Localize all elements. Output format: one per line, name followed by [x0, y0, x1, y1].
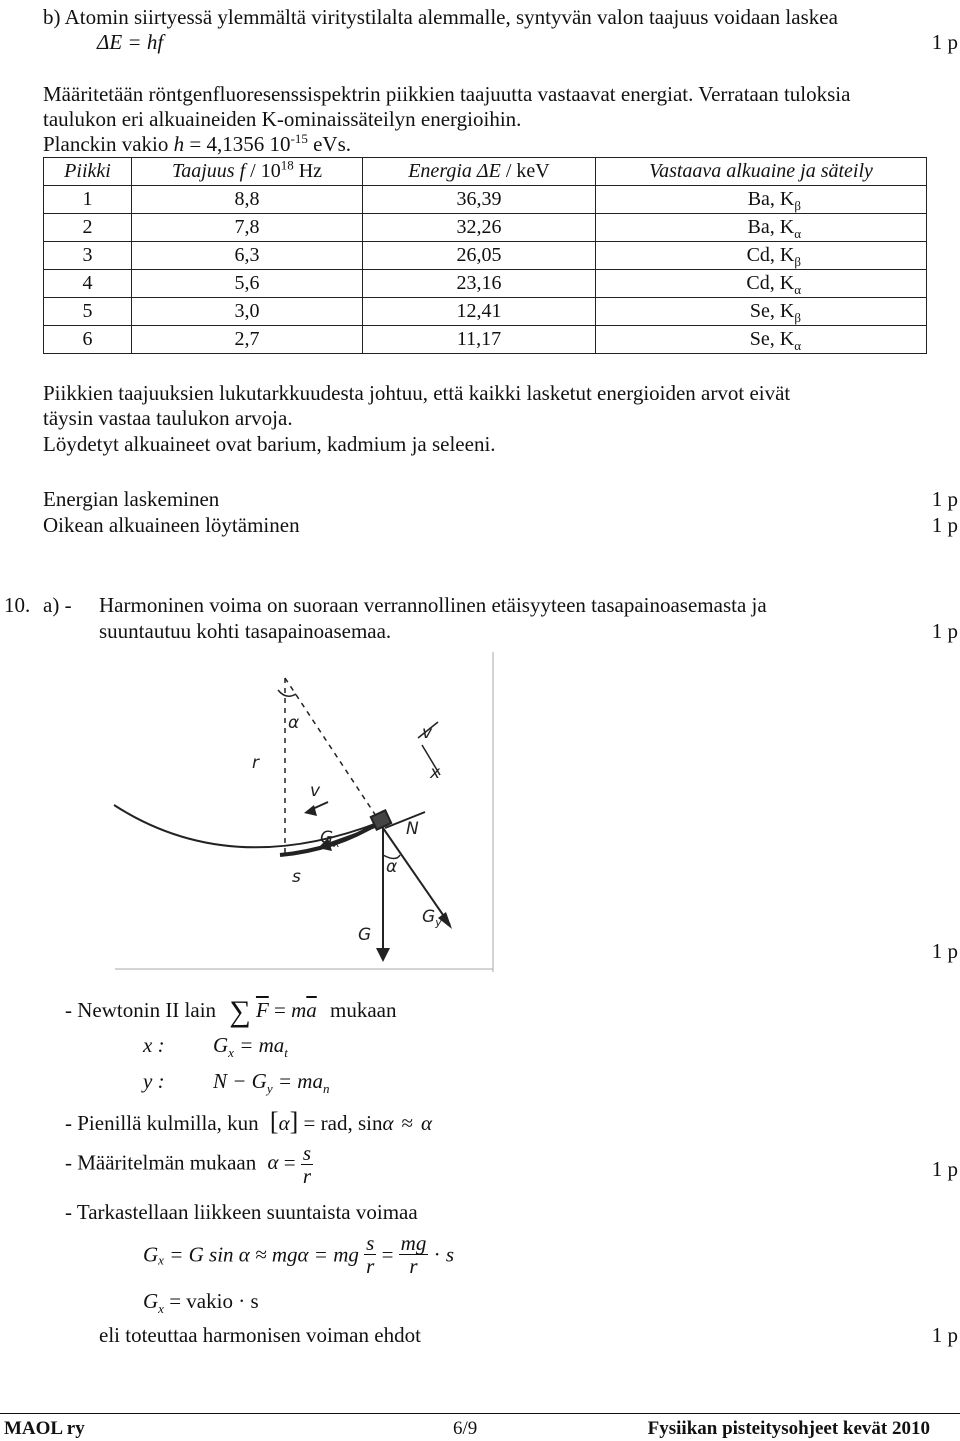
def-alpha: α — [267, 1150, 279, 1175]
cell-element — [596, 214, 927, 242]
footer-left: MAOL ry — [4, 1418, 85, 1439]
cell-frequency: 6,3 — [132, 242, 363, 270]
cell-energy: 12,41 — [363, 298, 596, 326]
eq-y-rhs-sub: n — [322, 1081, 330, 1097]
element-line: β — [794, 310, 801, 325]
header-frequency — [132, 158, 363, 186]
header-peak: Piikki — [44, 158, 132, 186]
table-row — [44, 214, 927, 242]
task-part-label: a) - — [43, 593, 72, 617]
gx-eq-s: s — [445, 1242, 455, 1267]
approx-sign: ≈ — [401, 1111, 414, 1135]
def-eq: = — [278, 1150, 301, 1175]
element-name: Se, K — [749, 328, 795, 350]
header-freq-unit: Hz — [293, 160, 323, 182]
cell-peak: 5 — [44, 298, 132, 326]
label-a-small: x — [430, 763, 441, 783]
label-r: r — [252, 753, 259, 773]
footer-right: Fysiikan pisteitysohjeet kevät 2010 — [647, 1418, 930, 1439]
cell-peak: 4 — [44, 270, 132, 298]
definition-text: - Määritelmän mukaan — [65, 1150, 257, 1175]
footer-rule — [0, 1413, 960, 1414]
task-number: 10. — [4, 593, 31, 617]
alpha-in-bracket: α — [278, 1111, 290, 1135]
force-f: $\overline{F}$ — [255, 998, 269, 1022]
element-name: Se, K — [749, 300, 795, 322]
scoring-item1: Energian laskeminen — [43, 487, 220, 511]
frac2-num: s — [366, 1231, 375, 1255]
eq-y-label: y : — [143, 1069, 165, 1093]
figure-points: 1 p — [931, 939, 958, 963]
cell-element — [596, 186, 927, 214]
frac2-den: r — [366, 1254, 375, 1279]
alpha-2: α — [421, 1111, 433, 1135]
energy-table — [43, 157, 927, 354]
gx-eq-dot: · — [433, 1242, 446, 1267]
element-name: Cd, K — [746, 272, 795, 294]
cell-peak: 2 — [44, 214, 132, 242]
cell-frequency: 8,8 — [132, 186, 363, 214]
eq-y-lhs: N − G — [213, 1069, 267, 1093]
planck-exp: -15 — [290, 131, 308, 146]
element-name: Ba, K — [747, 216, 795, 238]
label-gy-main: G — [422, 907, 436, 927]
label-s: s — [292, 867, 301, 887]
eq-x — [213, 1032, 288, 1061]
points-formula: 1 p — [931, 30, 958, 54]
planck-eq: = 4,1356 10 — [184, 132, 291, 156]
element-line: α — [794, 226, 801, 241]
frac3-num: mg — [400, 1231, 427, 1255]
eq-x-lhs-sub: x — [228, 1045, 234, 1061]
label-v-small: v — [422, 723, 433, 743]
footer-page: 6/9 — [453, 1418, 478, 1439]
label-gy-sub: y — [435, 916, 442, 929]
cell-peak: 3 — [44, 242, 132, 270]
sum-symbol: ∑ — [229, 995, 251, 1028]
element-name: Ba, K — [747, 188, 795, 210]
header-freq-main: Taajuus f — [171, 160, 246, 182]
label-alpha-top: α — [288, 713, 300, 733]
conclusion-line2: täysin vastaa taulukon arvoja. — [43, 406, 293, 430]
table-row — [44, 270, 927, 298]
gx-vakio-text: = vakio · s — [163, 1289, 259, 1313]
header-element: Vastaava alkuaine ja säteily — [596, 158, 927, 186]
bracket-right: ] — [289, 1107, 299, 1136]
formula-energy: ΔE = hf — [97, 30, 164, 54]
final-points: 1 p — [931, 1323, 958, 1347]
element-line: α — [794, 282, 801, 297]
task10-line2-points: 1 p — [931, 619, 958, 643]
frac-num-s: s — [302, 1141, 312, 1165]
gx-eq-g: G — [143, 1242, 159, 1267]
label-g: G — [358, 925, 372, 945]
table-row — [44, 326, 927, 354]
planck-prefix: Planckin vakio — [43, 132, 174, 156]
gx-equation — [143, 1232, 454, 1277]
gx-eq-mid: = G sin α ≈ mgα = mg — [163, 1242, 359, 1267]
table-header-row — [44, 158, 927, 186]
eq-y-lhs-sub: y — [266, 1081, 273, 1097]
cell-energy: 23,16 — [363, 270, 596, 298]
cell-energy: 36,39 — [363, 186, 596, 214]
definition-points: 1 p — [931, 1157, 958, 1181]
cell-peak: 6 — [44, 326, 132, 354]
cell-frequency: 7,8 — [132, 214, 363, 242]
eq-y-rhs: = ma — [272, 1069, 323, 1093]
table-row — [44, 298, 927, 326]
para1-line2: taulukon eri alkuaineiden K-ominaissäteilyn energioihin. — [43, 107, 522, 131]
definition-line — [65, 1142, 313, 1187]
examine-line: - Tarkastellaan liikkeen suuntaista voimaa — [65, 1200, 418, 1224]
frac-den-r: r — [302, 1164, 312, 1189]
gx-vakio-g: G — [143, 1289, 159, 1313]
eq-x-lhs: G — [213, 1033, 229, 1057]
element-line: α — [794, 338, 801, 353]
alpha-1: α — [382, 1111, 394, 1135]
cell-frequency: 5,6 — [132, 270, 363, 298]
cell-element — [596, 242, 927, 270]
cell-frequency: 2,7 — [132, 326, 363, 354]
header-freq-exp: 18 — [280, 157, 294, 173]
small-angle-text: - Pienillä kulmilla, kun — [65, 1111, 259, 1135]
scoring-item2-points: 1 p — [931, 513, 958, 537]
fraction-s-r-2 — [364, 1232, 376, 1277]
scoring-item2: Oikean alkuaineen löytäminen — [43, 513, 300, 537]
eq-x-rhs: = ma — [233, 1033, 285, 1057]
part-b-line1: b) Atomin siirtyessä ylemmältä viritystilalta alemmalle, syntyvän valon taajuus voidaan laskea — [43, 5, 838, 29]
newton-suffix: mukaan — [330, 998, 397, 1022]
pendulum-figure — [100, 650, 500, 980]
frac3-den: r — [409, 1254, 418, 1279]
para1-line1: Määritetään röntgenfluoresenssispektrin piikkien taajuutta vastaavat energiat. Verrataan tuloksia — [43, 82, 851, 106]
cell-energy: 32,26 — [363, 214, 596, 242]
cell-energy: 11,17 — [363, 326, 596, 354]
element-name: Cd, K — [746, 244, 795, 266]
conclusion-line3: Löydetyt alkuaineet ovat barium, kadmium ja seleeni. — [43, 432, 496, 456]
conclusion-line1: Piikkien taajuuksien lukutarkkuudesta johtuu, että kaikki lasketut energioiden arvot eivät — [43, 381, 791, 405]
gx-vakio-line — [143, 1288, 259, 1317]
label-alpha-mid: α — [386, 857, 398, 877]
header-freq-prefix: / 10 — [245, 160, 281, 182]
small-angle-line — [65, 1106, 432, 1139]
task10-line2: suuntautuu kohti tasapainoasemaa. — [99, 619, 392, 643]
cell-element — [596, 270, 927, 298]
planck-h: h — [173, 132, 185, 156]
bracket-left: [ — [269, 1107, 279, 1136]
eq-x-label: x : — [143, 1033, 165, 1057]
small-angle-rest: = rad, sin — [303, 1111, 383, 1135]
header-energy-unit: / keV — [500, 160, 550, 182]
gx-eq-sub: x — [158, 1252, 164, 1268]
label-n: N — [406, 819, 419, 839]
cell-element — [596, 326, 927, 354]
final-line: eli toteuttaa harmonisen voiman ehdot — [99, 1323, 421, 1347]
planck-constant — [43, 131, 351, 157]
eq-x-rhs-sub: t — [284, 1045, 288, 1061]
gx-vakio-sub: x — [158, 1301, 164, 1317]
cell-frequency: 3,0 — [132, 298, 363, 326]
scoring-item1-points: 1 p — [931, 487, 958, 511]
cell-energy: 26,05 — [363, 242, 596, 270]
element-line: β — [794, 198, 801, 213]
planck-unit: eVs. — [307, 132, 352, 156]
fraction-mg-r — [399, 1232, 429, 1277]
label-v: v — [310, 781, 321, 801]
element-line: β — [794, 254, 801, 269]
newton-prefix: - Newtonin II lain — [65, 998, 217, 1022]
header-energy-main: Energia ΔE — [408, 160, 501, 182]
fraction-s-over-r — [301, 1142, 313, 1187]
table-row — [44, 242, 927, 270]
equals-sign: = — [274, 998, 292, 1022]
accel-a: $\overline{a}$ — [306, 998, 317, 1022]
task10-line1: Harmoninen voima on suoraan verrannollinen etäisyyteen tasapainoasemasta ja — [99, 593, 767, 617]
cell-peak: 1 — [44, 186, 132, 214]
mass-m: m — [291, 998, 307, 1022]
cell-element — [596, 298, 927, 326]
header-energy — [363, 158, 596, 186]
label-gx — [320, 828, 340, 850]
eq-y — [213, 1068, 330, 1097]
gx-eq-eq2: = — [381, 1242, 399, 1267]
label-gx-main: G — [320, 828, 334, 848]
table-row — [44, 186, 927, 214]
label-gx-sub: x — [333, 837, 340, 850]
newton-line — [65, 993, 397, 1031]
